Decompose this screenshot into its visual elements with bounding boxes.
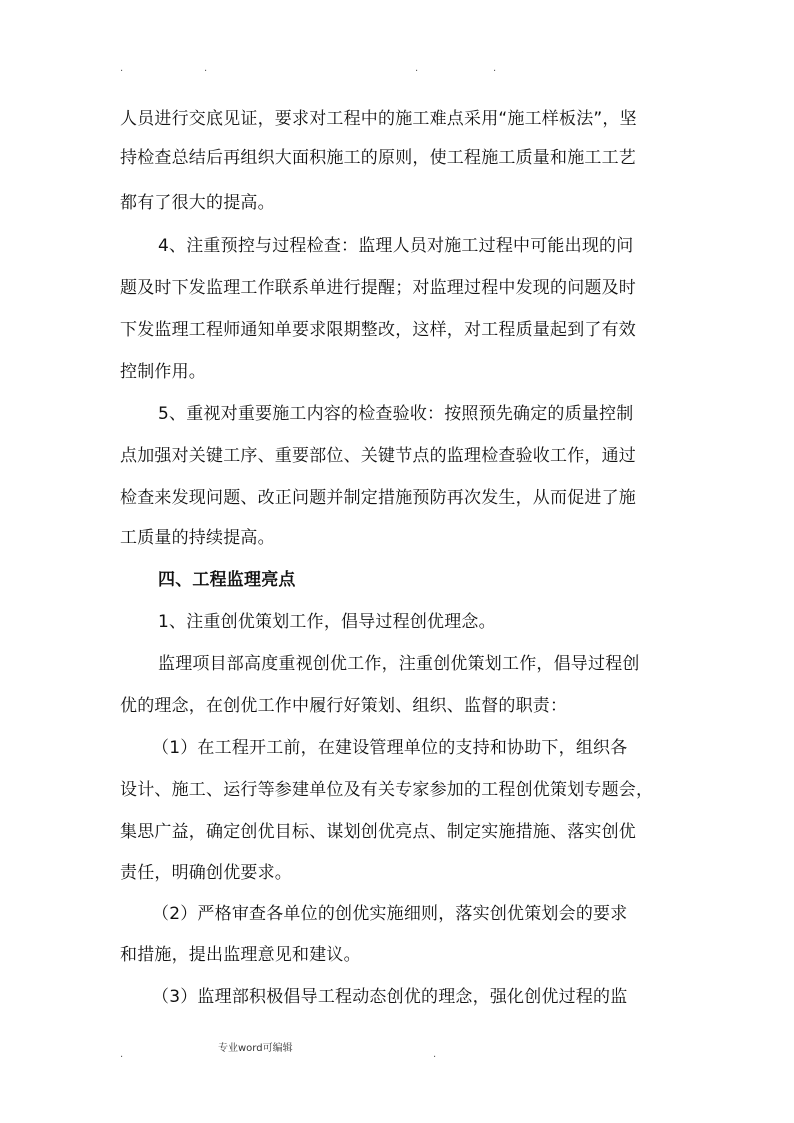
body-line: 设计、施工、运行等参建单位及有关专家参加的工程创优策划专题会， (120, 780, 654, 800)
footer-text: 专业word可编辑 (218, 1043, 293, 1054)
body-line: （2）严格审查各单位的创优实施细则，落实创优策划会的要求 (152, 904, 628, 924)
footer-left-mark: . (120, 1049, 124, 1060)
body-line: （1）在工程开工前，在建设管理单位的支持和协助下，组织各 (152, 738, 628, 758)
body-line: 人员进行交底见证，要求对工程中的施工难点采用“施工样板法”，坚 (120, 109, 637, 129)
header-mark-3: . (415, 63, 419, 74)
body-line: 1、注重创优策划工作，倡导过程创优理念。 (158, 612, 496, 632)
body-line: 下发监理工程师通知单要求限期整改，这样，对工程质量起到了有效 (120, 320, 636, 340)
body-line: 集思广益，确定创优目标、谋划创优亮点、制定实施措施、落实创优 (120, 822, 636, 842)
header-mark-2: . (204, 63, 208, 74)
body-line: 控制作用。 (120, 362, 206, 382)
body-line: （3）监理部积极倡导工程动态创优的理念，强化创优过程的监 (152, 987, 628, 1007)
section-heading: 四、工程监理亮点 (158, 570, 296, 590)
footer-right-mark: . (433, 1049, 437, 1060)
body-line: 工质量的持续提高。 (120, 528, 275, 548)
body-line: 题及时下发监理工作联系单进行提醒；对监理过程中发现的问题及时 (120, 278, 636, 298)
body-line: 监理项目部高度重视创优工作，注重创优策划工作，倡导过程创 (158, 654, 640, 674)
body-line: 都有了很大的提高。 (120, 193, 275, 213)
body-line: 4、注重预控与过程检查：监理人员对施工过程中可能出现的问 (158, 236, 634, 256)
body-line: 点加强对关键工序、重要部位、关键节点的监理检查验收工作，通过 (120, 446, 636, 466)
body-line: 责任，明确创优要求。 (120, 863, 292, 883)
body-line: 5、重视对重要施工内容的检查验收：按照预先确定的质量控制 (158, 404, 634, 424)
body-line: 优的理念，在创优工作中履行好策划、组织、监督的职责： (120, 696, 568, 716)
header-mark-4: . (493, 63, 497, 74)
body-line: 持检查总结后再组织大面积施工的原则，使工程施工质量和施工工艺 (120, 148, 636, 168)
header-mark-1: . (120, 63, 124, 74)
body-line: 检查来发现问题、改正问题并制定措施预防再次发生，从而促进了施 (120, 488, 636, 508)
body-line: 和措施，提出监理意见和建议。 (120, 945, 361, 965)
